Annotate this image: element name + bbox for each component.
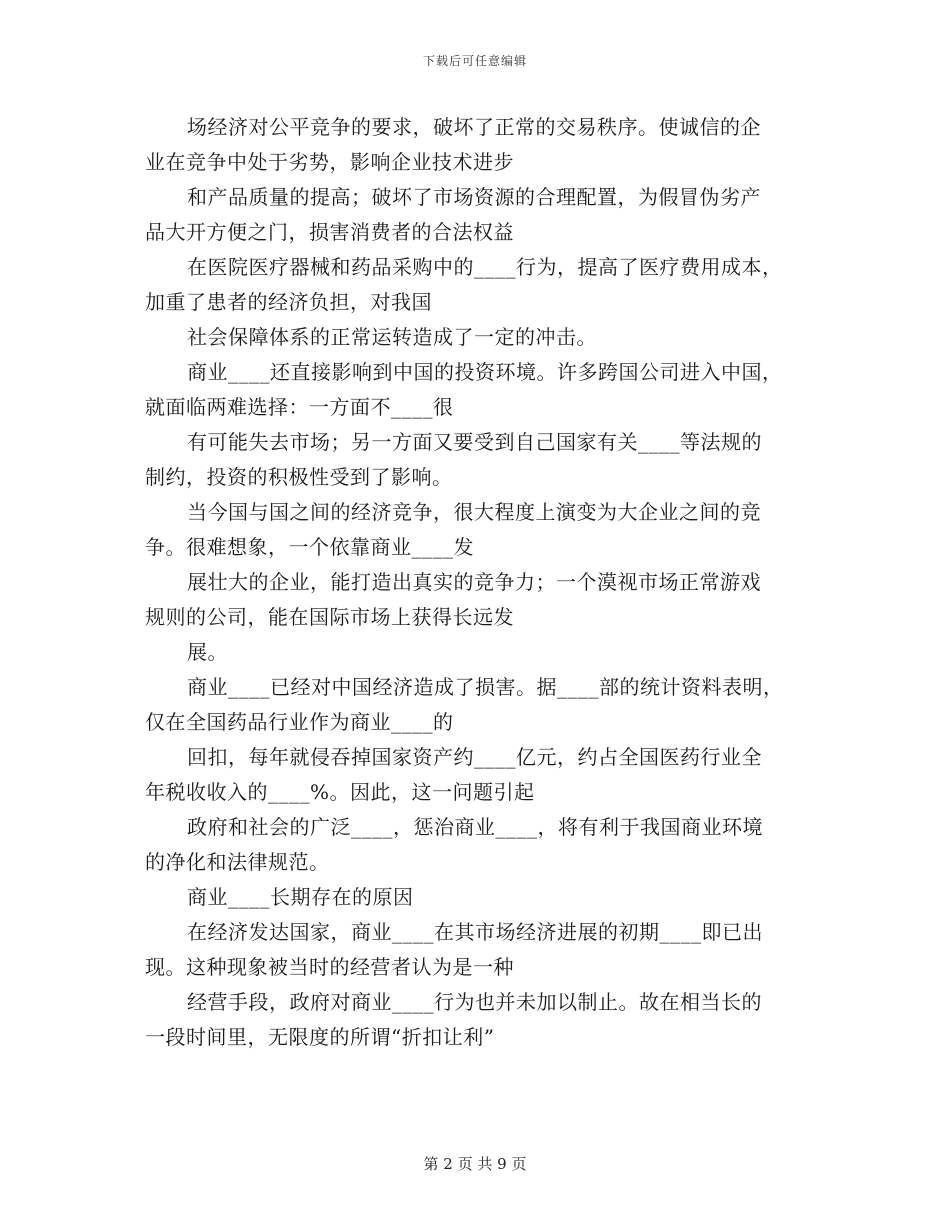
text-line: 社会保障体系的正常运转造成了一定的冲击。 <box>187 325 597 349</box>
text-line: 当今国与国之间的经济竞争，很大程度上演变为大企业之间的竞 <box>187 500 761 524</box>
section-heading: 商业____长期存在的原因 <box>187 885 414 909</box>
text-line: 争。很难想象，一个依靠商业____发 <box>145 535 474 559</box>
text-line: 回扣，每年就侵吞掉国家资产约____亿元，约占全国医药行业全 <box>187 745 762 769</box>
text-line: 商业____已经对中国经济造成了损害。据____部的统计资料表明， <box>187 675 784 699</box>
text-line: 现。这种现象被当时的经营者认为是一种 <box>145 955 514 979</box>
text-line: 品大开方便之门，损害消费者的合法权益 <box>145 220 514 244</box>
text-line: 的净化和法律规范。 <box>145 850 330 874</box>
page-footer: 第 2 页 共 9 页 <box>423 1155 527 1173</box>
text-line: 业在竞争中处于劣势，影响企业技术进步 <box>145 150 514 174</box>
text-line: 规则的公司，能在国际市场上获得长远发 <box>145 605 514 629</box>
text-line: 就面临两难选择：一方面不____很 <box>145 395 454 419</box>
text-line: 年税收收入的____%。因此，这一问题引起 <box>145 780 535 804</box>
document-body <box>145 110 815 1055</box>
text-line: 一段时间里，无限度的所谓“折扣让利” <box>145 1025 495 1049</box>
text-line: 制约，投资的积极性受到了影响。 <box>145 465 453 489</box>
text-line: 商业____还直接影响到中国的投资环境。许多跨国公司进入中国， <box>187 360 783 384</box>
text-line: 在经济发达国家，商业____在其市场经济进展的初期____即已出 <box>187 920 763 944</box>
text-line: 加重了患者的经济负担，对我国 <box>145 290 432 314</box>
page-header: 下载后可任意编辑 <box>422 54 527 68</box>
text-line: 和产品质量的提高；破坏了市场资源的合理配置，为假冒伪劣产 <box>187 185 761 209</box>
text-line: 展壮大的企业，能打造出真实的竞争力；一个漠视市场正常游戏 <box>187 570 761 594</box>
text-line: 场经济对公平竞争的要求，破坏了正常的交易秩序。使诚信的企 <box>187 115 761 139</box>
text-line: 经营手段，政府对商业____行为也并未加以制止。故在相当长的 <box>187 990 762 1014</box>
text-line: 政府和社会的广泛____，惩治商业____，将有利于我国商业环境 <box>187 815 763 839</box>
text-line: 在医院医疗器械和药品采购中的____行为，提高了医疗费用成本， <box>187 255 783 279</box>
text-line: 展。 <box>187 640 228 664</box>
text-line: 仅在全国药品行业作为商业____的 <box>145 710 454 734</box>
text-line: 有可能失去市场；另一方面又要受到自己国家有关____等法规的 <box>187 430 762 454</box>
